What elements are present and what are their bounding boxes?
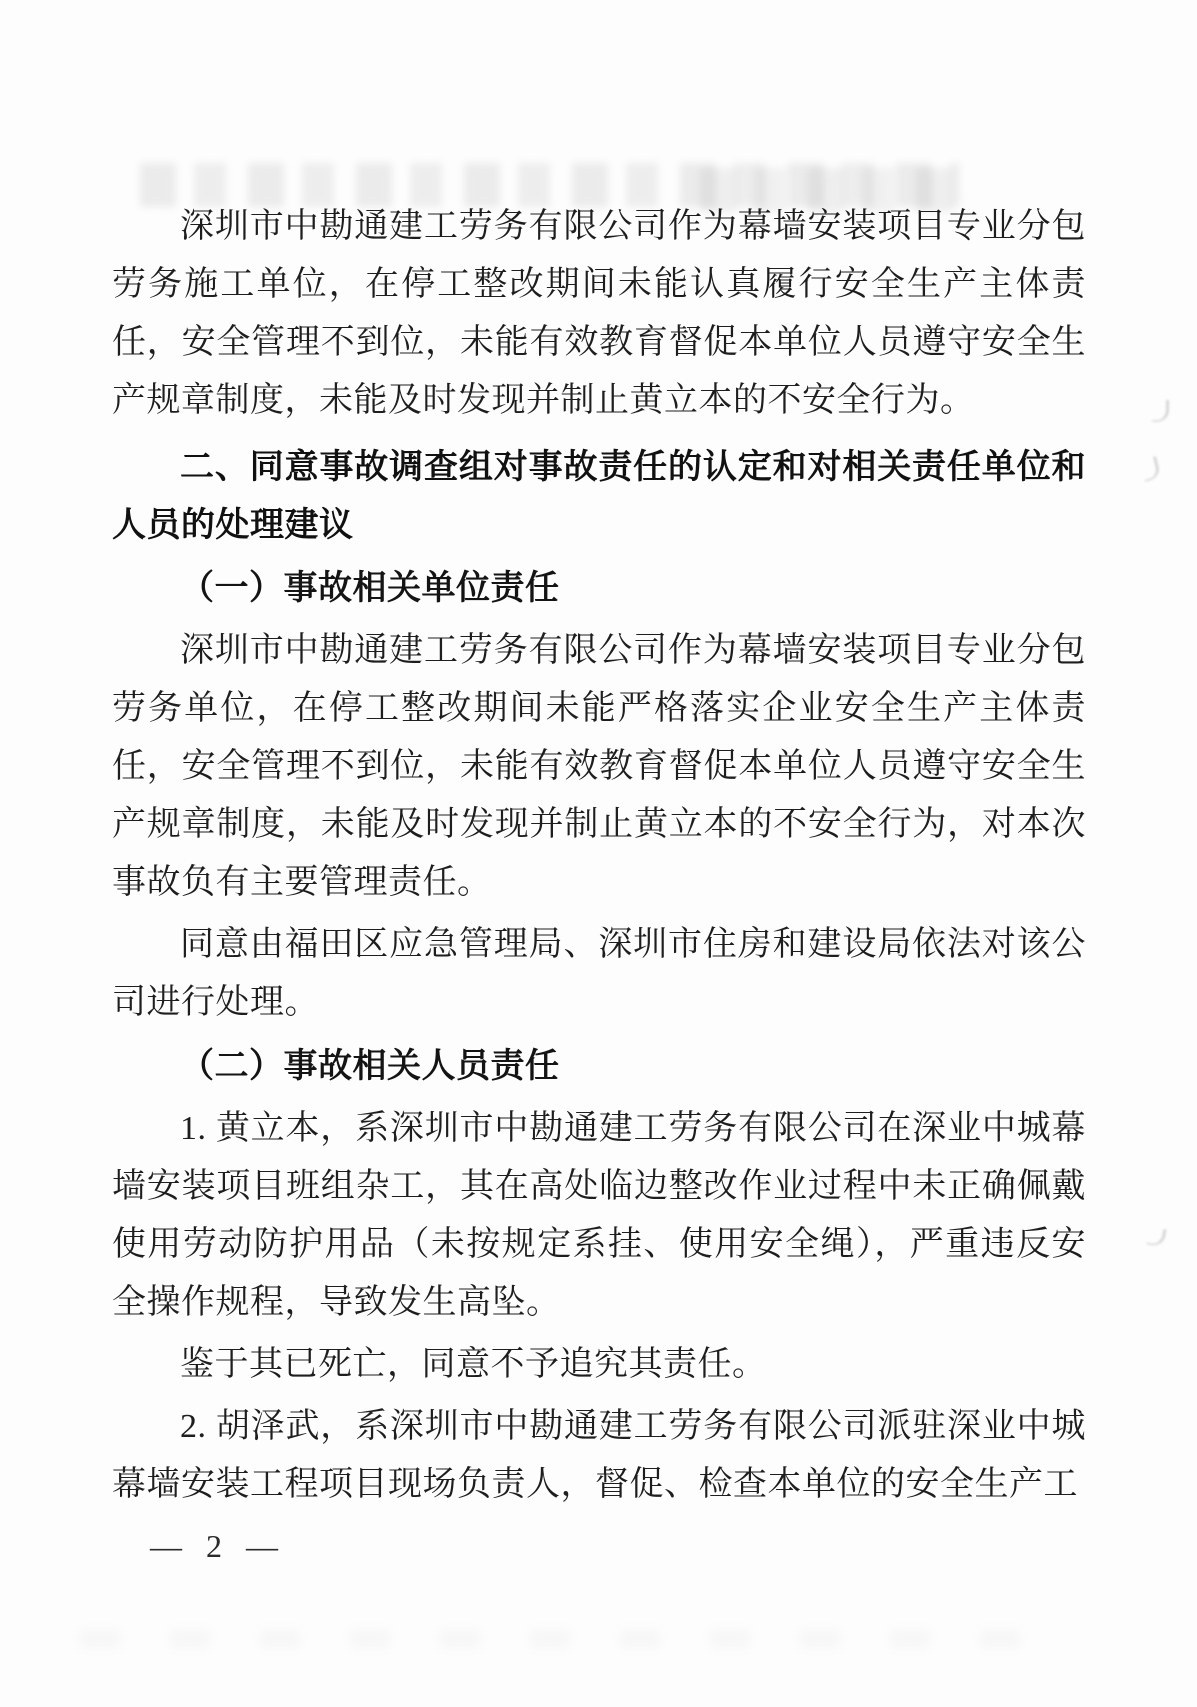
scan-stray-mark [1152, 400, 1169, 422]
paragraph-heading2: （一）事故相关单位责任 [180, 570, 560, 607]
document-body [112, 198, 1086, 1514]
scan-smudge-artifact [80, 1630, 1070, 1648]
paragraph-body: 2. 胡泽武，系深圳市中勘通建工劳务有限公司派驻深业中城幕墙安装工程项目现场负责人，督促、检查本单位的安全生产工 [112, 1408, 1086, 1503]
paragraph-body: 鉴于其已死亡，同意不予追究其责任。 [180, 1346, 767, 1383]
paragraph-body: 深圳市中勘通建工劳务有限公司作为幕墙安装项目专业分包劳务施工单位，在停工整改期间未能认真履行安全生产主体责任，安全管理不到位，未能有效教育督促本单位人员遵守安全生产规章制度，未能及时发现并制止黄立本的不安全行为。 [112, 208, 1086, 419]
paragraph-body: 深圳市中勘通建工劳务有限公司作为幕墙安装项目专业分包劳务单位，在停工整改期间未能严格落实企业安全生产主体责任，安全管理不到位，未能有效教育督促本单位人员遵守安全生产规章制度，未能及时发现并制止黄立本的不安全行为，对本次事故负有主要管理责任。 [112, 632, 1086, 901]
scan-stray-mark [1139, 456, 1161, 482]
paragraph-heading2: （二）事故相关人员责任 [180, 1048, 560, 1085]
paragraph-heading1: 二、同意事故调查组对事故责任的认定和对相关责任单位和人员的处理建议 [112, 448, 1086, 544]
page-number: — 2 — [150, 1528, 286, 1564]
paragraph-body: 1. 黄立本，系深圳市中勘通建工劳务有限公司在深业中城幕墙安装项目班组杂工，其在高处临边整改作业过程中未正确佩戴使用劳动防护用品（未按规定系挂、使用安全绳），严重违反安全操作规程，导致发生高坠。 [112, 1110, 1086, 1321]
paragraph-body: 同意由福田区应急管理局、深圳市住房和建设局依法对该公司进行处理。 [112, 926, 1086, 1021]
scan-stray-mark [1147, 1227, 1167, 1248]
